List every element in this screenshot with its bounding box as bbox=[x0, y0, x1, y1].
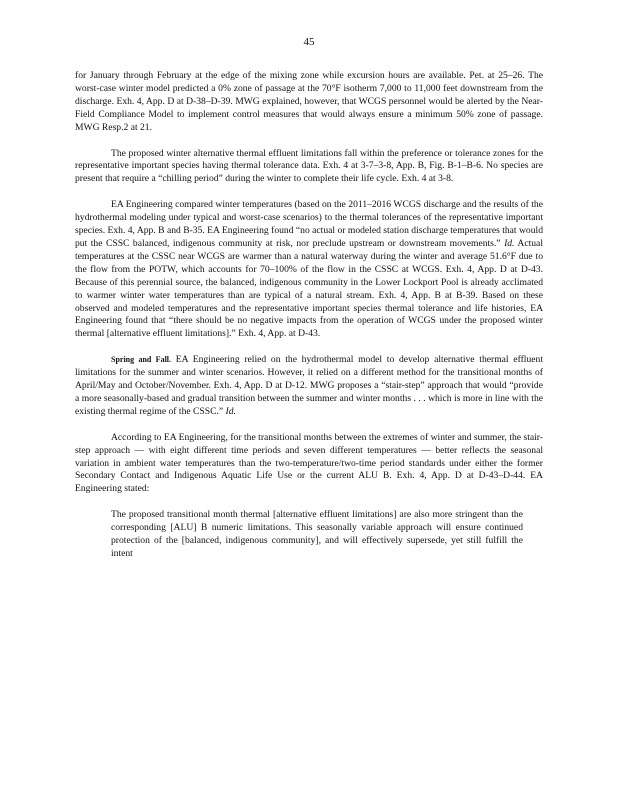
paragraph-text: EA Engineering compared winter temperatures (based on the 2011–2016 WCGS discharge and the results of the hydrothermal modeling under typical and worst-case scenarios) to the thermal tolerances of the representative important species. Exh. 4, App. B and B-35. EA Engineering found “no actual or modeled station discharge temperatures that would put the CSSC balanced, indigenous community at risk, nor preclude upstream or downstream movements.” bbox=[75, 199, 543, 249]
paragraph-continuation: for January through February at the edge of the mixing zone while excursion hours are available. Pet. at 25–26. The worst-case winter model predicted a 0% zone of passage at the 70°F isotherm 7,000 to 11,000 feet downstream from the discharge. Exh. 4, App. D at D-38–D-39. MWG explained, however, that WCGS personnel would be alerted by the Near-Field Compliance Model to implement control measures that would always ensure a minimum 50% zone of passage. MWG Resp.2 at 21. bbox=[75, 70, 543, 133]
paragraph-winter-limitations: The proposed winter alternative thermal effluent limitations fall within the preference or tolerance zones for the representative important species having thermal tolerance data. Exh. 4 at 3-7–3-8, App. B, Fig. B-1–B-6. No species are present that require a “chilling period” during the winter to complete their life cycle. Exh. 4 at 3-8. bbox=[75, 147, 543, 185]
document-body bbox=[75, 70, 543, 561]
page-number: 45 bbox=[303, 36, 315, 48]
section-heading-spring-fall: Spring and Fall. bbox=[111, 355, 172, 365]
paragraph-ea-engineering-winter bbox=[75, 199, 543, 341]
citation-id: Id. bbox=[504, 237, 515, 249]
paragraph-spring-fall bbox=[75, 354, 543, 419]
paragraph-text: Actual temperatures at the CSSC near WCGS are warmer than a natural waterway during the winter and average 51.6°F due to the flow from the POTW, which accounts for 70–100% of the flow in the CSSC at WCGS. Exh. 4, App. D at D-43. Because of this perennial source, the balanced, indigenous community in the Lower Lockport Pool is already acclimated to warmer winter water temperatures than are typical of a natural stream. Exh. 4, App. B at B-39. Based on these observed and modeled temperatures and the representative important species thermal tolerance and life histories, EA Engineering found that “there should be no negative impacts from the operation of WCGS under the proposed winter thermal [alternative effluent limitations].” Exh. 4, App. at D-43. bbox=[75, 237, 543, 340]
paragraph-text: EA Engineering relied on the hydrothermal model to develop alternative thermal effluent limitations for the summer and winter scenarios. However, it relied on a different method for the transitional months of April/May and October/November. Exh. 4, App. D at D-12. MWG proposes a “stair-step” approach that would “provide a more seasonally-based and gradual transition between the summer and winter months . . . which is more in line with the existing thermal regime of the CSSC.” bbox=[75, 354, 543, 417]
paragraph-stair-step: According to EA Engineering, for the transitional months between the extremes of winter and summer, the stair-step approach — with eight different time periods and seven different temperatures — better reflects the seasonal variation in ambient water temperatures than the two-temperature/two-time period standards under either the former Secondary Contact and Indigenous Aquatic Life Use or the current ALU B. Exh. 4, App. D at D-43–D-44. EA Engineering stated: bbox=[75, 431, 543, 495]
block-quote: The proposed transitional month thermal [alternative effluent limitations] are also more stringent than the corresponding [ALU] B numeric limitations. This seasonally variable approach will ensure continued protection of the [balanced, indigenous community], and will effectively supersede, yet still fulfill the intent bbox=[111, 509, 523, 559]
citation-id: Id. bbox=[225, 405, 236, 417]
